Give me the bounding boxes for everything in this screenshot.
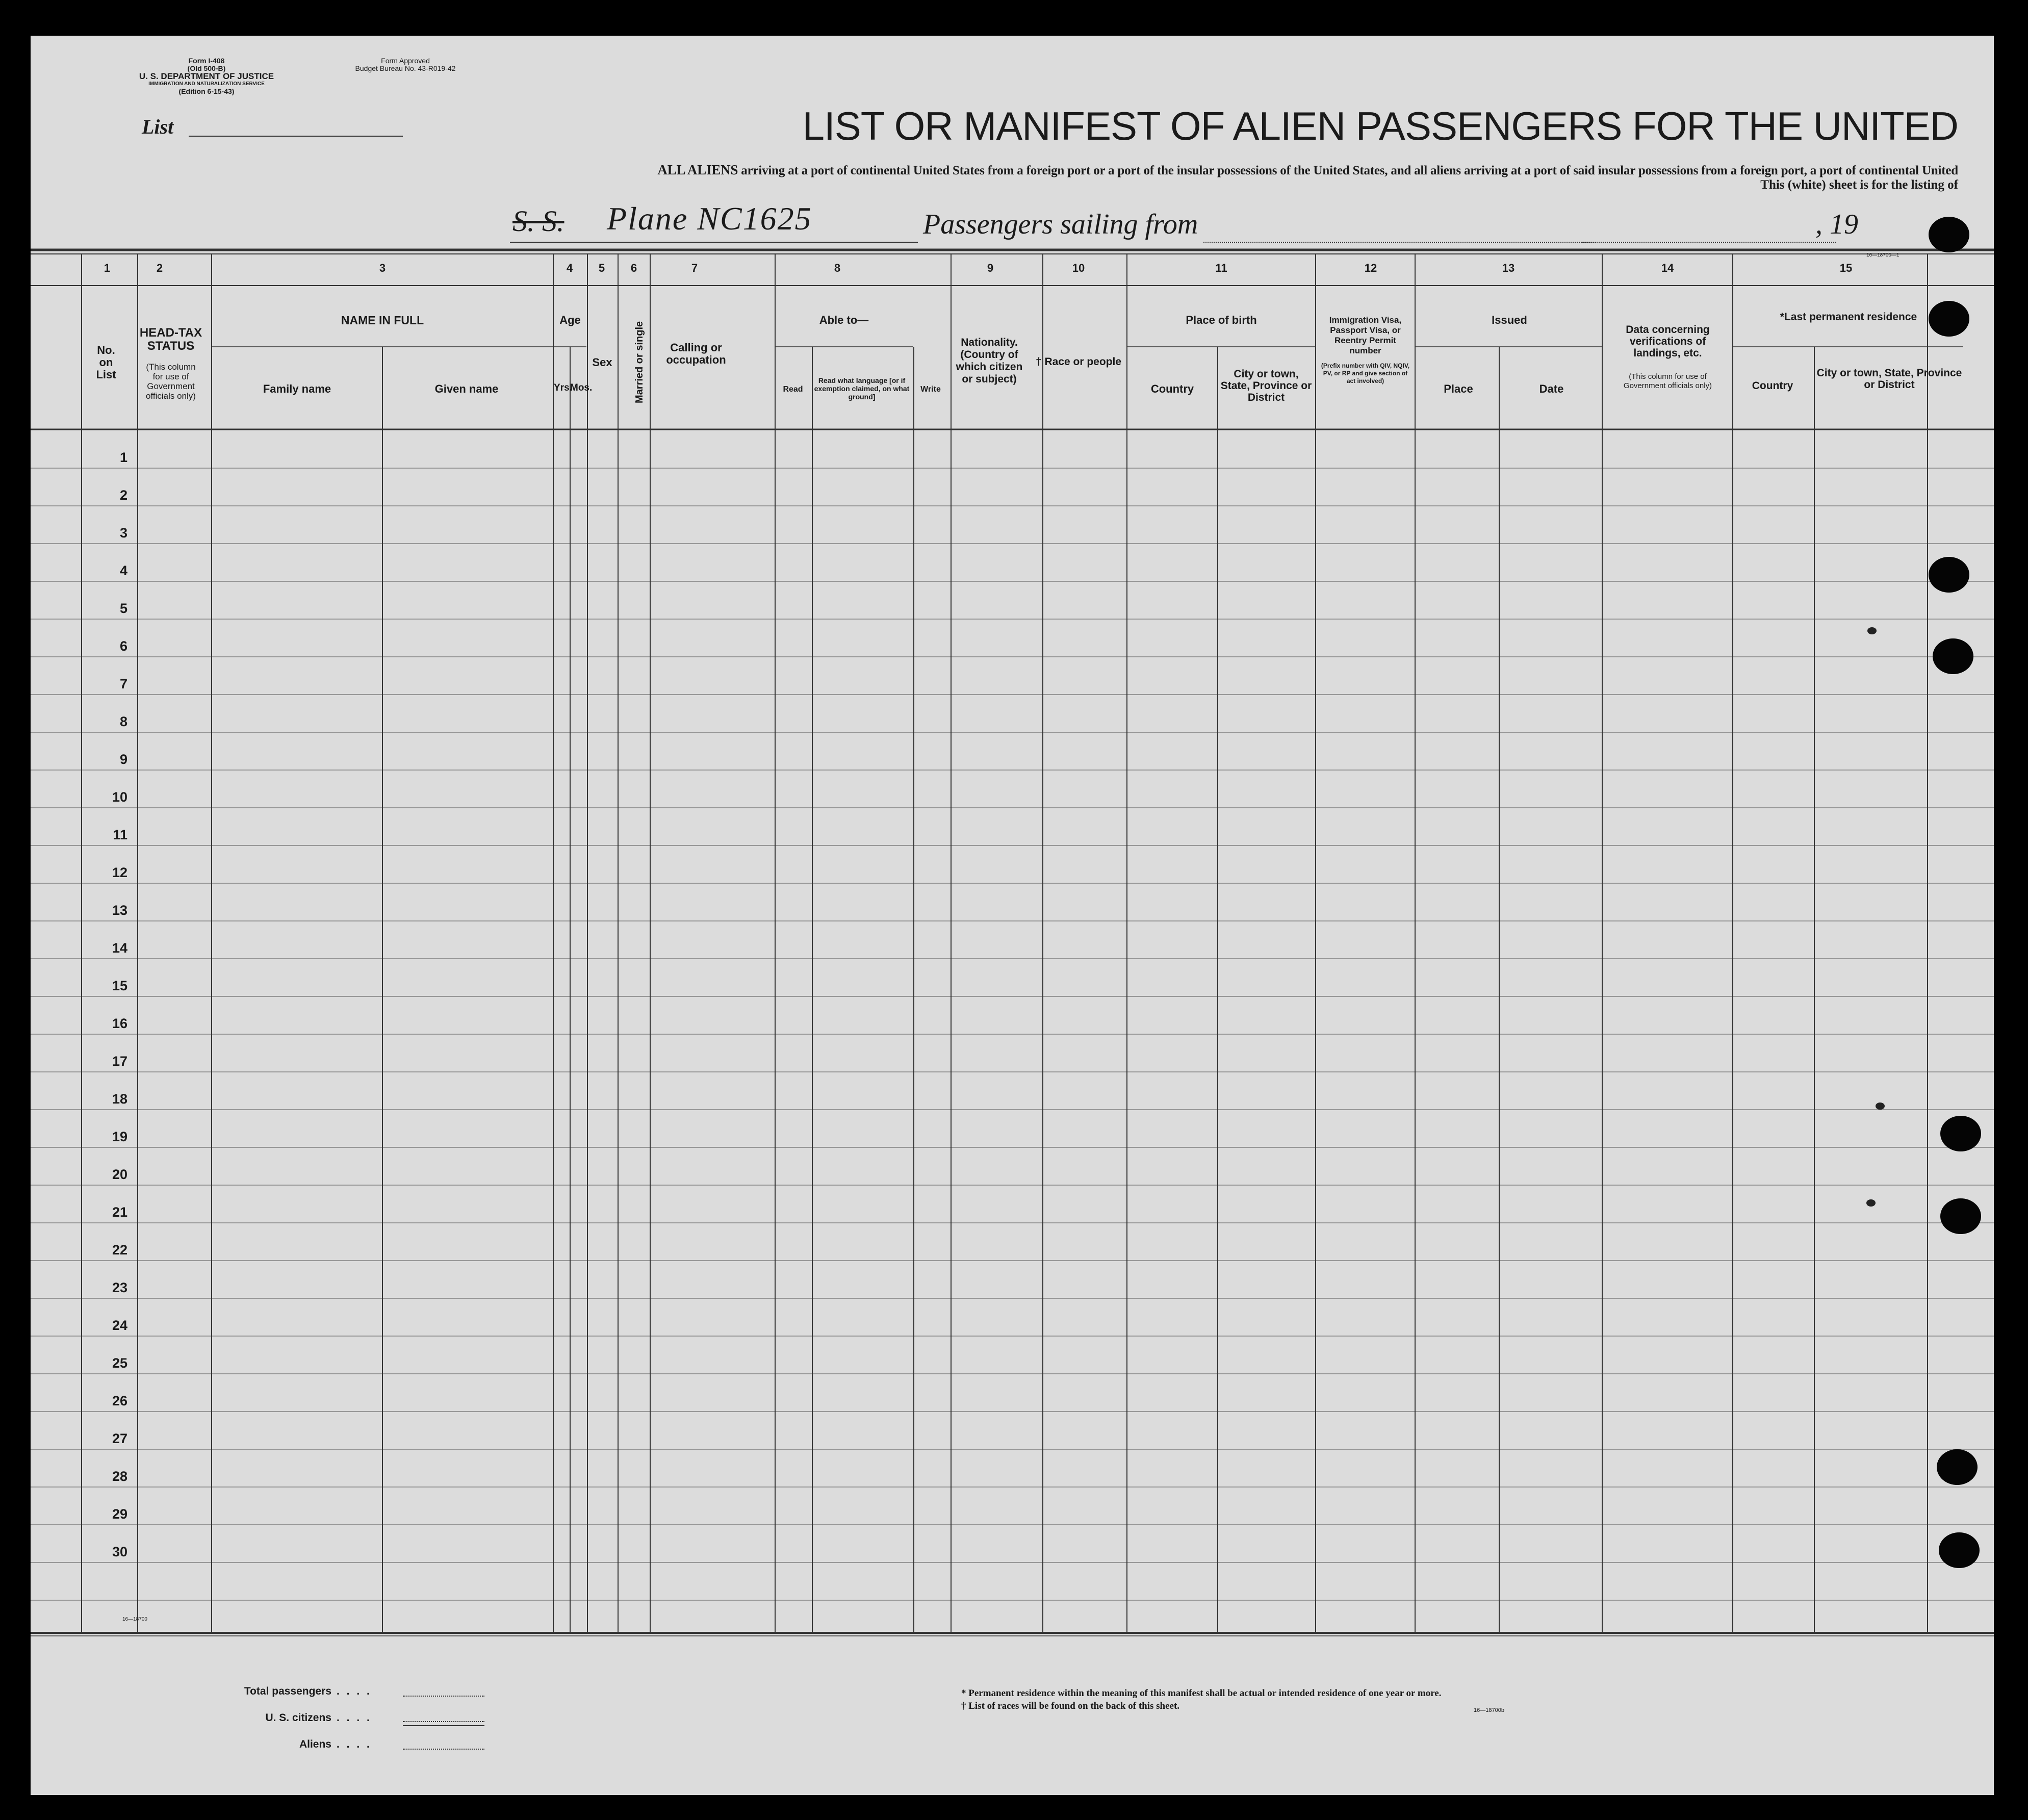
old-form-number: (Old 500-B) [187,64,226,72]
col-num-10: 10 [1072,262,1085,274]
aliens-field[interactable] [403,1749,484,1750]
print-code-top: 16—18700—1 [1866,252,1899,258]
header-yrs: Yrs. [554,382,572,393]
us-citizens-field[interactable] [403,1721,484,1722]
col-num-5: 5 [598,262,605,274]
header-name-in-full: NAME IN FULL [341,314,424,327]
row-number: 15 [112,978,127,993]
header-read: Read [783,385,803,394]
row-number: 22 [112,1242,127,1258]
header-place-of-birth: Place of birth [1186,314,1257,326]
aliens-dots: . . . . [337,1738,372,1750]
row-number: 9 [119,752,127,767]
row-number: 7 [119,676,127,691]
row-number: 20 [112,1167,127,1182]
header-married: Married or single [634,321,645,403]
edition: (Edition 6-15-43) [178,87,235,95]
header-race: † Race or people [1035,356,1122,368]
row-number: 8 [119,714,127,729]
col-num-15: 15 [1839,262,1853,274]
header-calling: Calling or occupation [666,341,726,366]
punch-hole [1929,301,1969,337]
row-number: 6 [119,638,127,654]
row-number: 27 [112,1431,127,1446]
col-num-4: 4 [566,262,573,274]
aliens-row [209,1738,505,1765]
header-head-tax: HEAD-TAX STATUS [139,326,202,353]
row-number: 2 [119,488,127,503]
row-number: 21 [112,1204,127,1220]
header-no-on-list: No. on List [96,344,116,381]
row-number: 25 [112,1355,127,1371]
total-passengers-row [209,1685,505,1712]
department: U. S. DEPARTMENT OF JUSTICE [139,71,274,81]
row-number: 12 [112,865,127,880]
ink-mark [1876,1103,1885,1110]
row-number: 10 [112,789,127,805]
header-mos: Mos. [570,382,593,393]
ink-mark [1867,627,1877,634]
col-num-8: 8 [834,262,841,274]
col-num-2: 2 [156,262,163,274]
punch-hole [1940,1116,1981,1151]
header-residence-country: Country [1752,380,1793,392]
punch-hole [1929,557,1969,593]
subtitle-all-aliens: ALL ALIENS [657,162,738,177]
row-number: 28 [112,1469,127,1484]
header-able-to: Able to— [819,314,869,326]
total-passengers-label: Total passengers [244,1685,331,1697]
row-number: 4 [119,563,127,578]
col-num-12: 12 [1364,262,1377,274]
header-family-name: Family name [263,382,331,395]
ink-mark [1866,1199,1876,1207]
year-prefix: , 19 [1815,209,1858,240]
row-number: 14 [112,940,127,956]
header-sex: Sex [592,356,612,369]
us-citizens-label: U. S. citizens [265,1712,331,1724]
header-given-name: Given name [434,382,499,395]
row-number: 1 [119,450,127,465]
manifest-table [31,36,1994,1795]
header-birth-city: City or town, State, Province or District [1220,368,1312,403]
header-data-verif-note: (This column for use of Government officials only) [1623,372,1712,390]
row-number: 19 [112,1129,127,1144]
header-last-residence: *Last permanent residence [1780,311,1917,323]
print-code-left: 16—18700 [122,1617,147,1622]
header-visa-note: (Prefix number with QIV, NQIV, PV, or RP and give section of act involved) [1321,362,1410,384]
punch-hole [1940,1198,1981,1234]
header-age: Age [559,314,581,326]
sailing-label: Passengers sailing from [923,209,1198,240]
row-number: 17 [112,1054,127,1069]
header-visa: Immigration Visa, Passport Visa, or Reentry Permit number [1329,315,1402,355]
manifest-title: LIST OR MANIFEST OF ALIEN PASSENGERS FOR THE UNITED [802,104,1958,148]
row-number: 5 [119,601,127,616]
footer-totals [209,1685,505,1765]
row-number: 26 [112,1393,127,1408]
col-num-13: 13 [1502,262,1515,274]
footnote-races: † List of races will be found on the back of this sheet. [961,1701,1180,1711]
us-citizens-row [209,1712,505,1738]
punch-hole [1929,217,1969,252]
footnote-permanent-residence: * Permanent residence within the meaning of this manifest shall be actual or intended residence of one year or more. [961,1688,1442,1699]
manifest-sheet [31,36,1994,1795]
col-num-11: 11 [1215,262,1227,274]
form-number: Form I-408 [188,57,225,65]
header-write: Write [920,385,941,394]
total-passengers-dots: . . . . [337,1685,372,1697]
total-passengers-field[interactable] [403,1696,484,1697]
row-number: 16 [112,1016,127,1031]
us-citizens-underline [403,1725,484,1726]
header-nationality: Nationality. (Country of which citizen or subject) [956,337,1023,385]
header-issued-date: Date [1539,382,1564,395]
header-read-language: Read what language [or if exemption claimed, on what ground] [814,376,910,401]
vessel-handwritten: Plane NC1625 [607,200,812,237]
us-citizens-dots: . . . . [337,1712,372,1724]
col-num-1: 1 [104,262,111,274]
row-number: 18 [112,1091,127,1107]
header-residence-city: City or town, State, Province or District [1816,367,1962,391]
col-num-3: 3 [379,262,386,274]
header-issued-place: Place [1444,382,1473,395]
form-approved: Form Approved [381,57,430,65]
header-data-verif: Data concerning verifications of landings, etc. [1626,324,1710,359]
subtitle-text: arriving at a port of continental United States from a foreign port or a port of the insular possessions of the United States, and all aliens arriving at a port of said insular possessions from a foreign port, a port of continental United [741,164,1958,177]
punch-hole [1939,1532,1980,1568]
service: IMMIGRATION AND NATURALIZATION SERVICE [148,81,265,87]
list-label: List [142,115,174,138]
row-number: 3 [119,525,127,541]
col-num-9: 9 [987,262,994,274]
row-number: 24 [112,1318,127,1333]
aliens-label: Aliens [299,1738,331,1750]
col-num-14: 14 [1661,262,1674,274]
punch-hole [1933,638,1973,674]
row-number: 29 [112,1506,127,1522]
col-num-6: 6 [630,262,637,274]
row-number: 23 [112,1280,127,1295]
header-birth-country: Country [1150,382,1194,395]
col-num-7: 7 [691,262,698,274]
row-number: 13 [112,903,127,918]
ss-label: S. S. [512,204,564,238]
budget-bureau: Budget Bureau No. 43-R019-42 [355,64,456,72]
row-number: 30 [112,1544,127,1559]
header-issued: Issued [1492,314,1527,326]
print-code-right: 16—18700b [1474,1707,1504,1713]
subtitle-line-2: This (white) sheet is for the listing of [1760,178,1958,192]
header-head-tax-note: (This column for use of Government officials only) [146,362,196,401]
punch-hole [1937,1449,1978,1485]
row-number: 11 [113,827,127,842]
